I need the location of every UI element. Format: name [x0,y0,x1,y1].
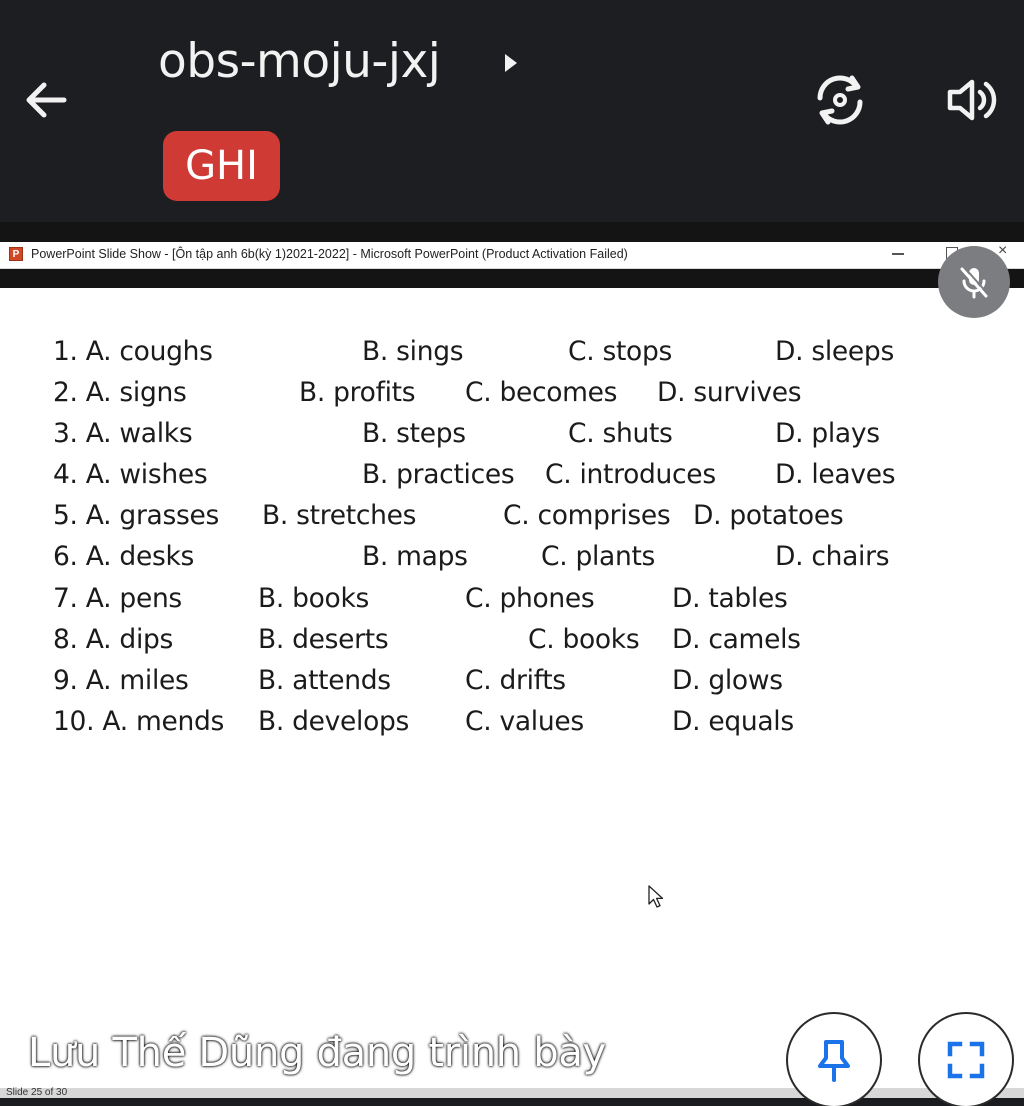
option-d: D. leaves [775,459,896,490]
mic-off-icon [954,262,994,302]
recording-badge: GHI [163,131,280,201]
meeting-top-bar [0,0,1024,222]
question-row [0,418,1024,454]
option-d: D. camels [672,624,801,655]
option-c: C. comprises [503,500,671,531]
question-row [0,624,1024,660]
question-row [0,459,1024,495]
option-a: 1. A. coughs [53,336,213,367]
back-button[interactable] [20,74,72,126]
option-b: B. books [258,583,370,614]
powerpoint-status-bar [0,1088,1024,1098]
question-row [0,541,1024,577]
option-a: 6. A. desks [53,541,195,572]
shared-screen [0,222,1024,1098]
option-c: C. drifts [465,665,566,696]
fullscreen-icon [944,1038,988,1082]
option-c: C. introduces [545,459,716,490]
option-c: C. stops [568,336,672,367]
arrow-left-icon [20,74,72,126]
presenter-mic-status [938,246,1010,318]
option-a: 9. A. miles [53,665,189,696]
option-c: C. books [528,624,640,655]
option-a: 2. A. signs [53,377,187,408]
switch-camera-button[interactable] [808,68,872,132]
option-b: B. stretches [262,500,417,531]
question-row [0,336,1024,372]
option-a: 7. A. pens [53,583,182,614]
question-row [0,583,1024,619]
option-b: B. develops [258,706,410,737]
question-row [0,665,1024,701]
option-b: B. practices [362,459,515,490]
question-row [0,377,1024,413]
option-d: D. chairs [775,541,890,572]
option-d: D. equals [672,706,794,737]
close-icon[interactable]: × [998,242,1008,259]
caret-right-icon[interactable] [503,52,519,74]
slide-content [0,288,1024,1088]
minimize-icon[interactable] [892,253,904,255]
option-d: D. sleeps [775,336,894,367]
option-b: B. maps [362,541,468,572]
option-a: 10. A. mends [53,706,225,737]
presenter-caption: Lưu Thế Dũng đang trình bày [28,1030,606,1076]
question-row [0,500,1024,536]
option-c: C. phones [465,583,595,614]
option-b: B. deserts [258,624,389,655]
slide-counter: Slide 25 of 30 [6,1087,68,1098]
option-d: D. survives [657,377,802,408]
option-a: 5. A. grasses [53,500,219,531]
mouse-cursor-icon [647,884,665,910]
option-d: D. glows [672,665,783,696]
meeting-code[interactable]: obs-moju-jxj [158,34,441,89]
pin-button[interactable] [788,1014,880,1106]
camera-switch-icon [808,68,872,132]
window-title: PowerPoint Slide Show - [Ôn tập anh 6b(kỳ 1)2021-2022] - Microsoft PowerPoint (Product Activation Failed) [31,247,628,261]
option-b: B. sings [362,336,464,367]
option-b: B. attends [258,665,391,696]
powerpoint-title-bar [0,242,1024,269]
option-d: D. tables [672,583,788,614]
option-b: B. profits [299,377,416,408]
option-c: C. values [465,706,584,737]
option-c: C. shuts [568,418,673,449]
option-a: 3. A. walks [53,418,193,449]
option-a: 8. A. dips [53,624,174,655]
powerpoint-logo-icon: P [9,247,23,261]
fullscreen-button[interactable] [920,1014,1012,1106]
option-d: D. plays [775,418,880,449]
option-a: 4. A. wishes [53,459,208,490]
option-c: C. becomes [465,377,618,408]
option-c: C. plants [541,541,656,572]
speaker-icon [942,70,1002,130]
option-d: D. potatoes [693,500,844,531]
pin-icon [812,1036,856,1084]
audio-output-button[interactable] [942,70,1002,130]
option-b: B. steps [362,418,466,449]
question-row [0,706,1024,742]
